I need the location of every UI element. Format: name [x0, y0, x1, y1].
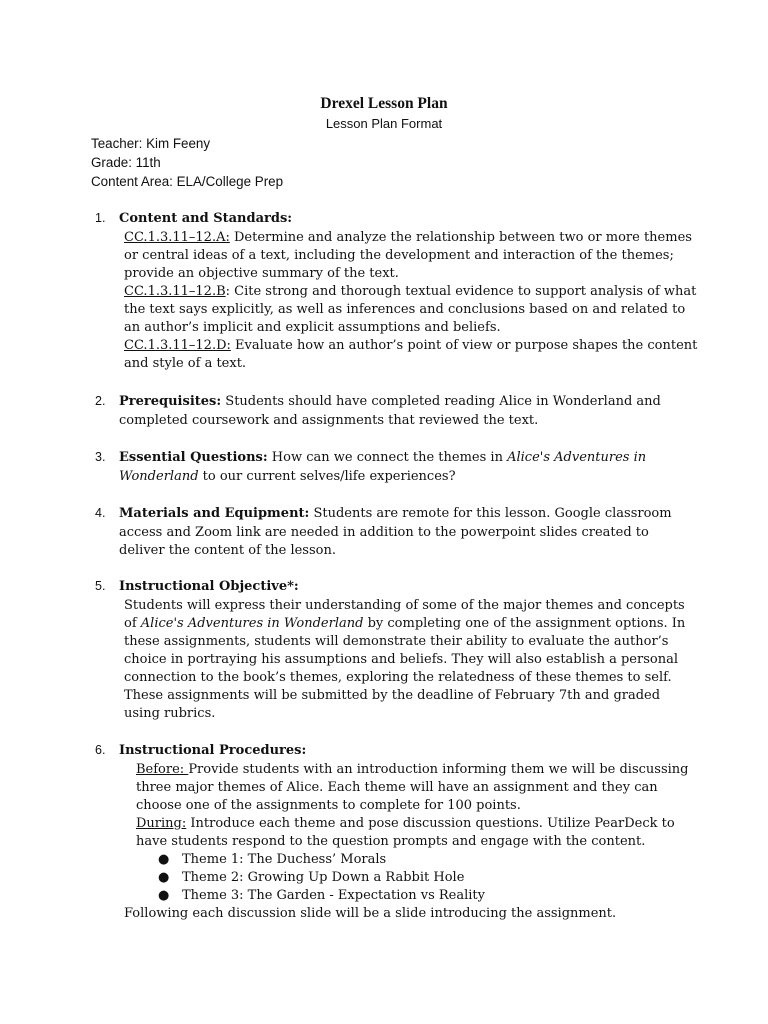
body-line: using rubrics.: [124, 706, 216, 721]
section-heading: Instructional Objective*:: [119, 579, 299, 594]
bullet-icon: ●: [158, 852, 170, 867]
body-line: choose one of the assignments to complete for 100 points.: [136, 798, 521, 813]
body-line: completed coursework and assignments that reviewed the text.: [119, 413, 539, 428]
section-body: [124, 761, 689, 923]
document-header-info: [91, 134, 283, 191]
standard-code-b: CC.1.3.11–12.B: [124, 284, 226, 299]
teacher-line: Teacher: Kim Feeny: [91, 136, 211, 151]
body-line: Following each discussion slide will be a slide introducing the assignment.: [124, 906, 617, 921]
during-line: During: Introduce each theme and pose discussion questions. Utilize PearDeck to: [136, 816, 675, 831]
body-line: deliver the content of the lesson.: [119, 543, 336, 558]
body-line: or central ideas of a text, including the development and interaction of the themes;: [124, 248, 674, 263]
body-line: an author’s implicit and explicit assumptions and beliefs.: [124, 320, 501, 335]
body-line: have students respond to the question prompts and engage with the content.: [136, 834, 646, 849]
body-line: these assignments, students will demonstrate their ability to evaluate the author’s: [124, 634, 669, 649]
before-label: Before:: [136, 762, 189, 777]
section-heading: Instructional Procedures:: [119, 743, 307, 758]
body-line: access and Zoom link are needed in addition to the powerpoint slides created to: [119, 525, 649, 540]
list-item: ● Theme 1: The Duchess’ Morals: [158, 852, 387, 867]
body-line: of Alice's Adventures in Wonderland by completing one of the assignment options. In: [124, 616, 686, 631]
themes-list: [136, 851, 684, 905]
body-line: and style of a text.: [124, 356, 247, 371]
section-number: 6.: [95, 743, 106, 757]
grade-line: Grade: 11th: [91, 155, 161, 170]
section-body: [124, 229, 698, 373]
standard-code-a: CC.1.3.11–12.A:: [124, 230, 230, 245]
section-body: [124, 597, 684, 723]
during-label: During:: [136, 816, 187, 831]
section-number: 4.: [95, 506, 106, 520]
body-line: Students will express their understanding of some of the major themes and concepts: [124, 598, 685, 613]
list-item: ● Theme 3: The Garden - Expectation vs Reality: [158, 888, 486, 903]
bullet-icon: ●: [158, 870, 170, 885]
standard-code-d: CC.1.3.11–12.D:: [124, 338, 231, 353]
section-body: [119, 524, 679, 560]
body-line: Wonderland to our current selves/life experiences?: [119, 469, 456, 484]
section-number: 1.: [95, 211, 106, 225]
content-area-line: Content Area: ELA/College Prep: [91, 174, 284, 189]
section-number: 5.: [95, 579, 106, 593]
section-heading: Materials and Equipment: Students are remote for this lesson. Google classroom: [119, 506, 672, 521]
body-line: the text says explicitly, as well as inferences and conclusions based on and related to: [124, 302, 686, 317]
bullet-icon: ●: [158, 888, 170, 903]
body-line: choice in portraying his assumptions and beliefs. They will also establish a personal: [124, 652, 678, 667]
section-number: 2.: [95, 394, 106, 408]
document-title: Drexel Lesson Plan: [320, 95, 448, 112]
before-line: Before: Provide students with an introduction informing them we will be discussing: [136, 762, 689, 777]
document-subtitle: Lesson Plan Format: [325, 116, 443, 131]
section-heading: Essential Questions: How can we connect the themes in Alice's Adventures in: [119, 450, 647, 465]
standard-a-line: CC.1.3.11–12.A: Determine and analyze the relationship between two or more themes: [124, 230, 692, 245]
section-number: 3.: [95, 450, 106, 464]
body-line: three major themes of Alice. Each theme will have an assignment and they can: [136, 780, 658, 795]
body-line: provide an objective summary of the text.: [124, 266, 399, 281]
section-heading: Prerequisites: Students should have completed reading Alice in Wonderland and: [119, 394, 661, 409]
standard-d-line: CC.1.3.11–12.D: Evaluate how an author’s point of view or purpose shapes the content: [124, 338, 698, 353]
section-body: [119, 412, 679, 430]
body-line: connection to the book’s themes, exploring the relatedness of these themes to self.: [124, 670, 672, 685]
standard-b-line: CC.1.3.11–12.B: Cite strong and thorough textual evidence to support analysis of what: [124, 284, 697, 299]
body-line: These assignments will be submitted by the deadline of February 7th and graded: [124, 688, 661, 703]
list-item: ● Theme 2: Growing Up Down a Rabbit Hole: [158, 870, 465, 885]
section-body: [119, 468, 679, 486]
section-heading: Content and Standards:: [119, 211, 293, 226]
